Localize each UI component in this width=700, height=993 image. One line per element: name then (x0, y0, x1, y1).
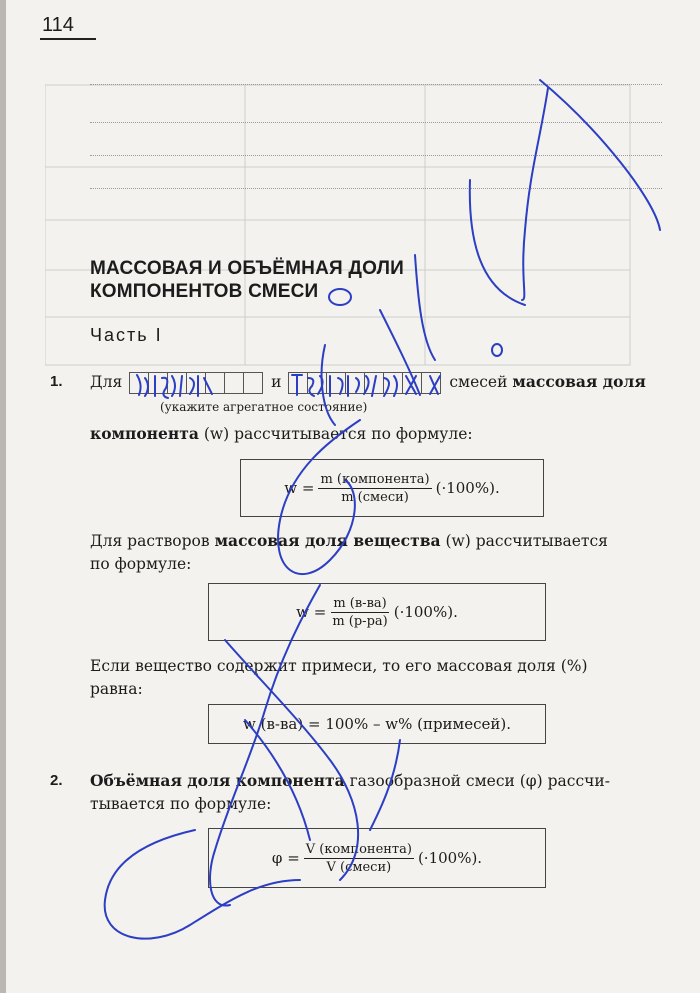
q2-rest: газообразной смеси (φ) рассчи- (349, 772, 610, 790)
formula-volume-fraction (208, 828, 546, 888)
paragraph-solutions-line2: по формуле: (90, 555, 192, 573)
q1-and: и (271, 373, 282, 391)
formula1-fraction (318, 472, 431, 505)
answer-line (90, 188, 662, 189)
formula2-lhs: w = (296, 603, 327, 621)
paragraph-solutions (90, 530, 608, 552)
answer-line (90, 84, 662, 85)
question-2-number: 2. (50, 772, 63, 789)
answer-line (90, 155, 662, 156)
question-1-line2 (90, 423, 473, 445)
answer-cells-2[interactable] (289, 372, 441, 394)
section-title-line2: КОМПОНЕНТОВ СМЕСИ (90, 281, 319, 302)
answer-line (90, 122, 662, 123)
formula4-numerator: V (компонента) (305, 841, 412, 857)
formula-mass-fraction (240, 459, 544, 517)
formula4-fraction (304, 842, 414, 875)
formula2-denominator: m (р-ра) (332, 613, 388, 629)
paragraph-impurities: Если вещество содержит примеси, то его массовая доля (%) (90, 657, 588, 675)
formula2-numerator: m (в-ва) (333, 595, 387, 611)
question-2-line2: тывается по формуле: (90, 795, 272, 813)
formula1-tail: (·100%). (435, 479, 500, 497)
formula-solution-fraction (208, 583, 546, 641)
question-1-line1 (90, 371, 646, 394)
page-edge-shadow (0, 0, 6, 993)
page-number-rule (40, 38, 96, 40)
para2-rest: (w) рассчитывается (445, 532, 608, 550)
q1-bold-term: массовая доля (512, 372, 646, 391)
part-heading: Часть I (90, 325, 163, 345)
formula2-tail: (·100%). (393, 603, 458, 621)
answer-hint: (укажите агрегатное состояние) (160, 400, 368, 414)
formula2-fraction (330, 596, 389, 629)
q1-line2-bold: компонента (90, 424, 199, 443)
question-2-line1 (90, 770, 610, 792)
formula1-denominator: m (смеси) (341, 489, 409, 505)
q1-post: смесей (449, 373, 508, 391)
section-title (90, 257, 404, 303)
question-1-number: 1. (50, 373, 63, 390)
section-title-line1: МАССОВАЯ И ОБЪЁМНАЯ ДОЛИ (90, 258, 404, 279)
formula-impurities: w (в-ва) = 100% – w% (примесей). (208, 704, 546, 744)
q2-bold: Объёмная доля компонента (90, 771, 345, 790)
paragraph-impurities-line2: равна: (90, 680, 143, 698)
page-number: 114 (42, 14, 74, 36)
formula4-lhs: φ = (271, 849, 300, 867)
answer-cells-1[interactable] (130, 372, 263, 394)
formula4-tail: (·100%). (417, 849, 483, 867)
q1-pre: Для (90, 373, 123, 391)
para2-pre: Для растворов (90, 532, 210, 550)
formula1-numerator: m (компонента) (320, 471, 430, 487)
para2-bold: массовая доля вещества (214, 531, 441, 550)
formula4-denominator: V (смеси) (326, 859, 392, 875)
formula1-lhs: w = (284, 479, 315, 497)
q1-line2-rest: (w) рассчитывается по формуле: (203, 425, 473, 443)
